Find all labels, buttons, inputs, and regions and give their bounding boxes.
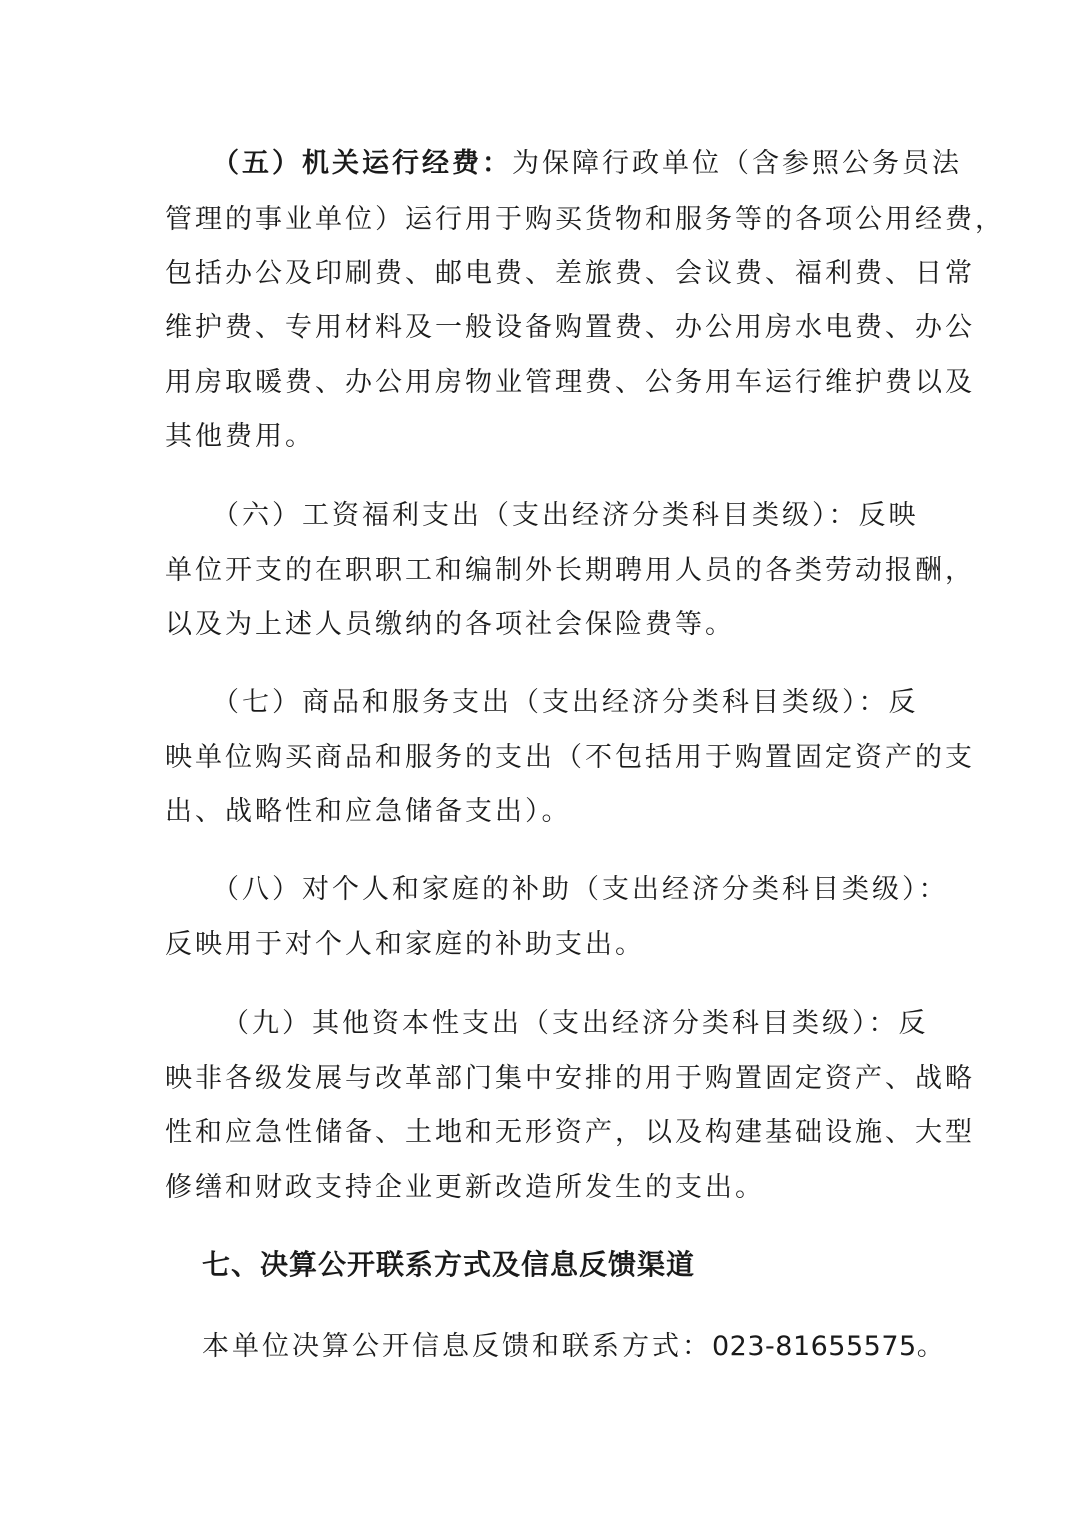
- section-label: （五）机关运行经费：: [212, 148, 512, 179]
- section-label: （九）其他资本性支出（支出经济分类科目类级）：: [222, 1008, 899, 1039]
- paragraph-line: 映单位购买商品和服务的支出（不包括用于购置固定资产的支: [165, 742, 975, 773]
- paragraph-line: 维护费、专用材料及一般设备购置费、办公用房水电费、办公: [165, 312, 975, 343]
- paragraph-line: 性和应急性储备、土地和无形资产，以及构建基础设施、大型: [165, 1117, 975, 1148]
- section-heading: 七、决算公开联系方式及信息反馈渠道: [202, 1248, 696, 1281]
- paragraph-line: 以及为上述人员缴纳的各项社会保险费等。: [165, 609, 735, 640]
- paragraph-line: 单位开支的在职职工和编制外长期聘用人员的各类劳动报酬，: [165, 555, 975, 586]
- paragraph-line: 用房取暖费、办公用房物业管理费、公务用车运行维护费以及: [165, 367, 975, 398]
- paragraph-line: （九）其他资本性支出（支出经济分类科目类级）：反: [222, 1008, 929, 1039]
- paragraph-line: 管理的事业单位）运行用于购买货物和服务等的各项公用经费，: [165, 204, 1005, 235]
- paragraph-line: （五）机关运行经费：为保障行政单位（含参照公务员法: [212, 148, 962, 179]
- paragraph-line: 包括办公及印刷费、邮电费、差旅费、会议费、福利费、日常: [165, 258, 975, 289]
- contact-line: [202, 1330, 947, 1364]
- section-label: （七）商品和服务支出（支出经济分类科目类级）：: [212, 687, 889, 718]
- paragraph-line: （六）工资福利支出（支出经济分类科目类级）：反映: [212, 500, 919, 531]
- paragraph-line: 反映用于对个人和家庭的补助支出。: [165, 929, 645, 960]
- contact-suffix: 。: [916, 1331, 947, 1362]
- section-label: （八）对个人和家庭的补助（支出经济分类科目类级）：: [212, 874, 949, 905]
- paragraph-line: [212, 873, 949, 907]
- paragraph-line: 修缮和财政支持企业更新改造所发生的支出。: [165, 1172, 765, 1203]
- contact-prefix: 本单位决算公开信息反馈和联系方式：: [202, 1331, 712, 1362]
- section-label: （六）工资福利支出（支出经济分类科目类级）：: [212, 500, 859, 531]
- paragraph-line: 出、战略性和应急储备支出）。: [165, 796, 572, 827]
- contact-phone: 023-81655575: [712, 1331, 917, 1362]
- paragraph-line: 映非各级发展与改革部门集中安排的用于购置固定资产、战略: [165, 1063, 975, 1094]
- paragraph-line: （七）商品和服务支出（支出经济分类科目类级）：反: [212, 687, 919, 718]
- paragraph-line: 其他费用。: [165, 421, 315, 452]
